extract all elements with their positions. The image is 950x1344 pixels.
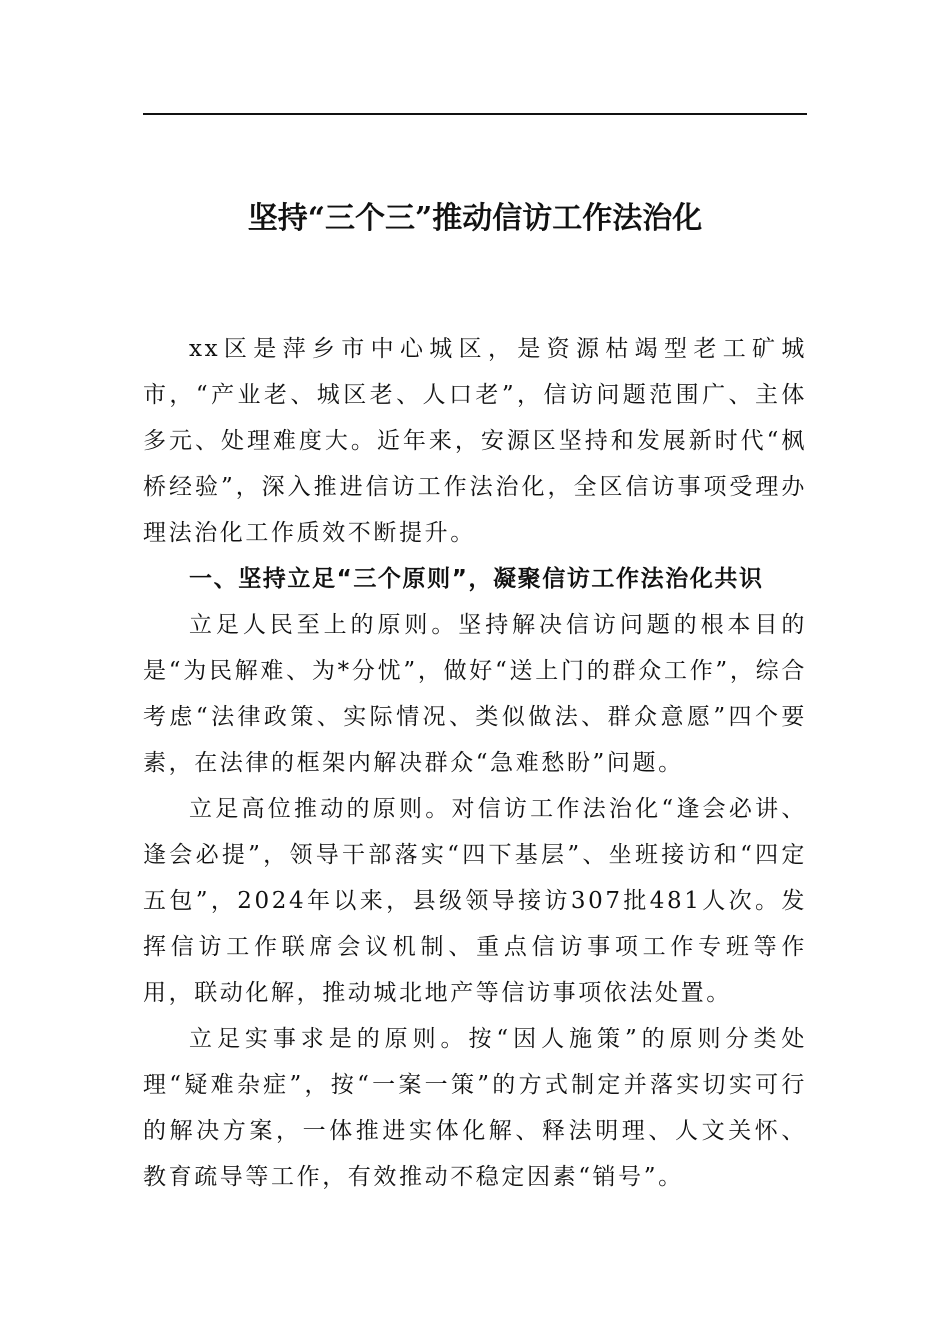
section-one-heading: 一、坚持立足“三个原则”，凝聚信访工作法治化共识 — [189, 566, 764, 592]
document-title: 坚持“三个三”推动信访工作法治化 — [247, 201, 703, 236]
document-body — [143, 326, 807, 1200]
principle-leadership-paragraph: 立足高位推动的原则。对信访工作法治化“逢会必讲、逢会必提”，领导干部落实“四下基层”、坐班接访和“四定五包”，2024年以来，县级领导接访307批481人次。发挥信访工作联席会议机制、重点信访事项工作专班等作用，联动化解，推动城北地产等信访事项依法处置。 — [143, 796, 807, 1006]
header-rule — [143, 113, 807, 115]
intro-paragraph: xx区是萍乡市中心城区，是资源枯竭型老工矿城市，“产业老、城区老、人口老”，信访问题范围广、主体多元、处理难度大。近年来，安源区坚持和发展新时代“枫桥经验”，深入推进信访工作法治化，全区信访事项受理办理法治化工作质效不断提升。 — [143, 336, 807, 546]
principle-people-paragraph: 立足人民至上的原则。坚持解决信访问题的根本目的是“为民解难、为*分忧”，做好“送上门的群众工作”，综合考虑“法律政策、实际情况、类似做法、群众意愿”四个要素，在法律的框架内解决群众“急难愁盼”问题。 — [143, 612, 807, 776]
principle-facts-paragraph: 立足实事求是的原则。按“因人施策”的原则分类处理“疑难杂症”，按“一案一策”的方式制定并落实切实可行的解决方案，一体推进实体化解、释法明理、人文关怀、教育疏导等工作，有效推动不稳定因素“销号”。 — [143, 1026, 807, 1190]
